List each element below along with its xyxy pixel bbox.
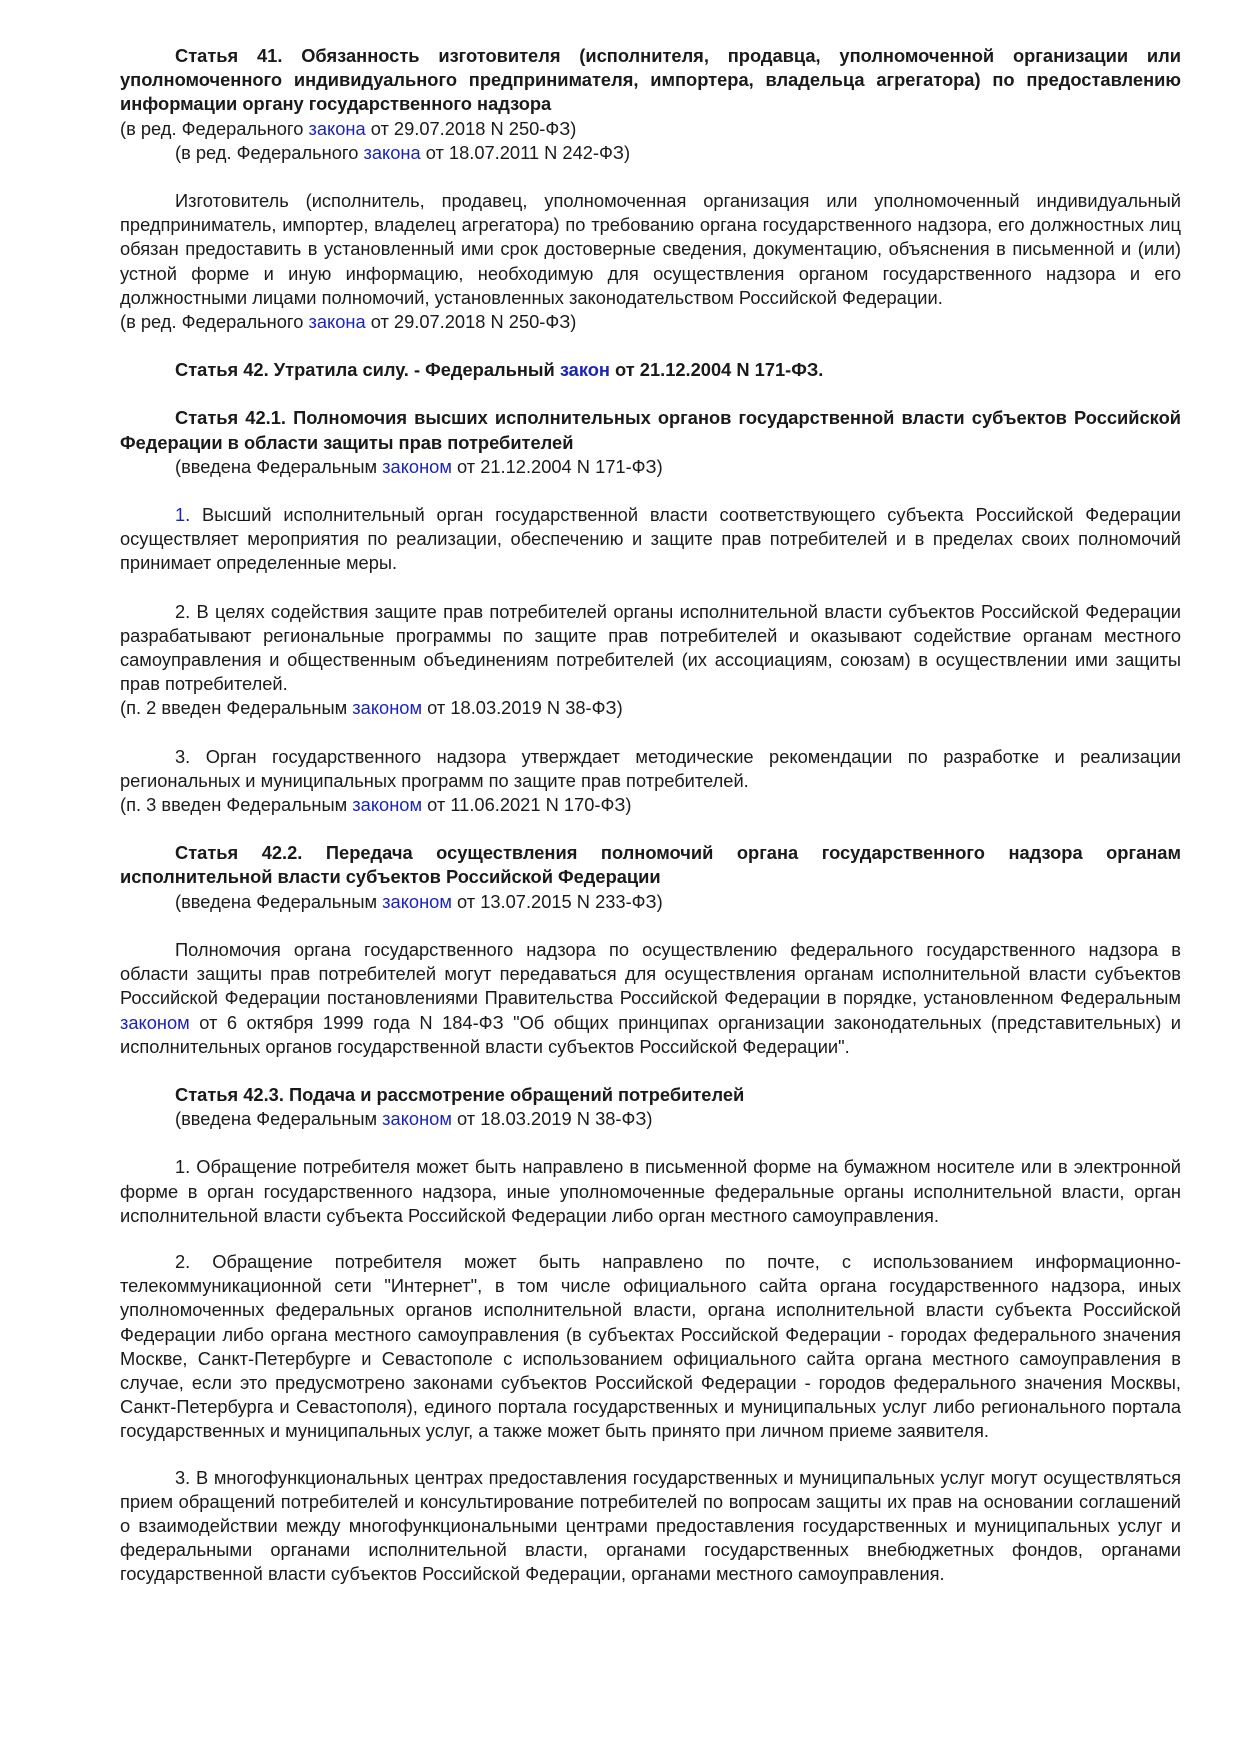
law-link[interactable]: законом bbox=[382, 890, 452, 912]
point-number-link[interactable]: 1 bbox=[175, 504, 186, 526]
law-link[interactable]: закон bbox=[559, 359, 610, 381]
article-42-heading: Статья 42. Утратила силу. - Федеральный закон от 21.12.2004 N 171-ФЗ. bbox=[175, 359, 824, 381]
article-42-3-point-1: 1. Обращение потребителя может быть направлено в письменной форме на бумажном носителе или в электронной форме в орган государственного надзора, иные уполномоченные федеральные органы исполнительной власти, орган исполнительной власти субъекта Российской Федерации либо орган местного самоуправления. bbox=[120, 1156, 1181, 1226]
article-41-paragraph: Изготовитель (исполнитель, продавец, уполномоченная организация или уполномоченный индивидуальный предприниматель, импортер, владелец агрегатора) по требованию органа государственного надзора, его должностных лиц обязан предоставить в установленный ими срок достоверные сведения, документацию, объяснения в письменной и (или) устной форме и иную информацию, необходимую для осуществления органом государственного надзора и его должностными лицами полномочий, установленных законодательством Российской Федерации. bbox=[120, 190, 1181, 308]
article-42-2-intro-note: (введена Федеральным законом от 13.07.2015 N 233-ФЗ) bbox=[175, 890, 663, 912]
article-41-amendment-note: (в ред. Федерального закона от 29.07.2018 N 250-ФЗ) bbox=[120, 311, 577, 333]
document-page bbox=[120, 44, 1181, 1587]
article-41-amendment-note: (в ред. Федерального закона от 18.07.2011 N 242-ФЗ) bbox=[175, 141, 631, 163]
article-42-2-paragraph: Полномочия органа государственного надзора по осуществлению федерального государственного надзора в области защиты прав потребителей могут передаваться для осуществления органам исполнительной власти субъектов Российской Федерации постановлениями Правительства Российской Федерации в порядке, установленном Федеральным законом от 6 октября 1999 года N 184-ФЗ "Об общих принципах организации законодательных (представительных) и исполнительных органов государственной власти субъектов Российской Федерации". bbox=[120, 938, 1181, 1057]
article-42-3-point-2: 2. Обращение потребителя может быть направлено по почте, с использованием информационно-телекоммуникационной сети "Интернет", в том числе официального сайта органа государственного надзора, иных уполномоченных федеральных органов исполнительной власти, органа исполнительной власти субъекта Российской Федерации либо органа местного самоуправления (в субъектах Российской Федерации - городах федерального значения Москве, Санкт-Петербурге и Севастополе с использованием официального сайта органа местного самоуправления в случае, если это предусмотрено законами субъектов Российской Федерации - городов федерального значения Москвы, Санкт-Петербурга и Севастополя), единого портала государственных и муниципальных услуг либо регионального портала государственных и муниципальных услуг, а также может быть принято при личном приеме заявителя. bbox=[120, 1250, 1181, 1442]
article-42-1-point-2-note: (п. 2 введен Федеральным законом от 18.03.2019 N 38-ФЗ) bbox=[120, 697, 623, 719]
law-link[interactable]: законом bbox=[120, 1011, 190, 1033]
article-42-2-heading: Статья 42.2. Передача осуществления полномочий органа государственного надзора органам исполнительной власти субъектов Российской Федерации bbox=[120, 842, 1181, 888]
law-link[interactable]: законом bbox=[352, 794, 423, 816]
article-42-1-intro-note: (введена Федеральным законом от 21.12.2004 N 171-ФЗ) bbox=[175, 455, 663, 477]
law-link[interactable]: законом bbox=[382, 1108, 452, 1130]
law-link[interactable]: законом bbox=[382, 455, 452, 477]
article-41-heading: Статья 41. Обязанность изготовителя (исполнителя, продавца, уполномоченной организации или уполномоченного индивидуального предпринимателя, импортера, владельца агрегатора) по предоставлению информации органу государственного надзора bbox=[120, 45, 1181, 115]
article-42-1-point-2: 2. В целях содействия защите прав потребителей органы исполнительной власти субъектов Российской Федерации разрабатывают региональные программы по защите прав потребителей и оказывают содействие органам местного самоуправления и общественным объединениям потребителей (их ассоциациям, союзам) в осуществлении ими защиты прав потребителей. bbox=[120, 600, 1181, 695]
law-link[interactable]: закона bbox=[363, 141, 421, 163]
article-42-3-heading: Статья 42.3. Подача и рассмотрение обращений потребителей bbox=[175, 1083, 745, 1105]
article-42-1-point-1: 1. Высший исполнительный орган государственной власти соответствующего субъекта Российской Федерации осуществляет мероприятия по реализации, обеспечению и защите прав потребителей и в пределах своих полномочий принимает определенные меры. bbox=[120, 504, 1181, 574]
article-41-amendment-note: (в ред. Федерального закона от 29.07.2018 N 250-ФЗ) bbox=[120, 117, 577, 139]
article-42-1-heading: Статья 42.1. Полномочия высших исполнительных органов государственной власти субъектов Российской Федерации в области защиты прав потребителей bbox=[120, 407, 1181, 453]
law-link[interactable]: закона bbox=[308, 311, 366, 333]
article-42-3-point-3: 3. В многофункциональных центрах предоставления государственных и муниципальных услуг могут осуществляться прием обращений потребителей и консультирование потребителей по вопросам защиты их прав на основании соглашений о взаимодействии между многофункциональными центрами предоставления государственных и муниципальных услуг и федеральными органами исполнительной власти, органами государственных внебюджетных фондов, органами государственной власти субъектов Российской Федерации, органами местного самоуправления. bbox=[120, 1466, 1181, 1585]
law-link[interactable]: законом bbox=[352, 697, 423, 719]
article-42-1-point-3: 3. Орган государственного надзора утверждает методические рекомендации по разработке и реализации региональных и муниципальных программ по защите прав потребителей. bbox=[120, 745, 1181, 791]
article-42-1-point-3-note: (п. 3 введен Федеральным законом от 11.06.2021 N 170-ФЗ) bbox=[120, 794, 632, 816]
law-link[interactable]: закона bbox=[308, 117, 366, 139]
article-42-3-intro-note: (введена Федеральным законом от 18.03.2019 N 38-ФЗ) bbox=[175, 1108, 653, 1130]
